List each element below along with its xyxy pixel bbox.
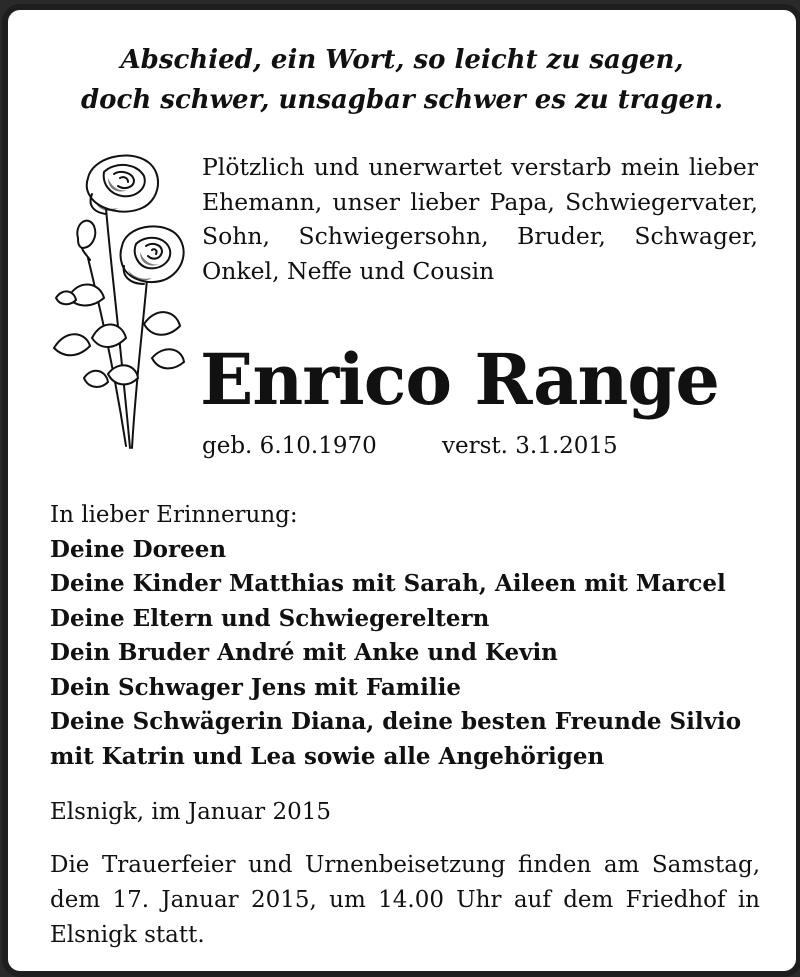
obituary-card [2, 4, 800, 977]
mourner-line: Dein Schwager Jens mit Familie [50, 673, 461, 701]
mourner-line: mit Katrin und Lea sowie alle Angehörigen [50, 742, 605, 770]
motto [8, 40, 796, 120]
motto-line-2: doch schwer, unsagbar schwer es zu tragen. [81, 85, 723, 115]
mourners-block [50, 498, 770, 774]
mourner-line: Deine Kinder Matthias mit Sarah, Aileen mit Marcel [50, 570, 726, 597]
deceased-name: Enrico Range [200, 338, 719, 421]
mourner-line: Deine Doreen [50, 535, 227, 563]
memory-heading: In lieber Erinnerung: [50, 502, 298, 528]
motto-line-1: Abschied, ein Wort, so leicht zu sagen, [120, 45, 684, 75]
funeral-notice: Die Trauerfeier und Urnenbeisetzung finden am Samstag, dem 17. Januar 2015, um 14.00 Uhr auf dem Friedhof in Elsnigk statt. [50, 852, 760, 948]
mourner-line: Deine Eltern und Schwiegereltern [50, 604, 490, 632]
mourner-line: Dein Bruder André mit Anke und Kevin [50, 639, 558, 666]
death-date: verst. 3.1.2015 [442, 433, 618, 459]
place-date: Elsnigk, im Januar 2015 [50, 799, 331, 825]
life-dates [202, 430, 618, 462]
rose-icon [48, 148, 198, 458]
mourner-line: Deine Schwägerin Diana, deine besten Freunde Silvio [50, 708, 742, 735]
announcement-text: Plötzlich und unerwartet verstarb mein lieber Ehemann, unser lieber Papa, Schwiegervater, Sohn, Schwiegersohn, Bruder, Schwager, Onkel, Neffe und Cousin [202, 153, 758, 285]
birth-date: geb. 6.10.1970 [202, 433, 377, 459]
